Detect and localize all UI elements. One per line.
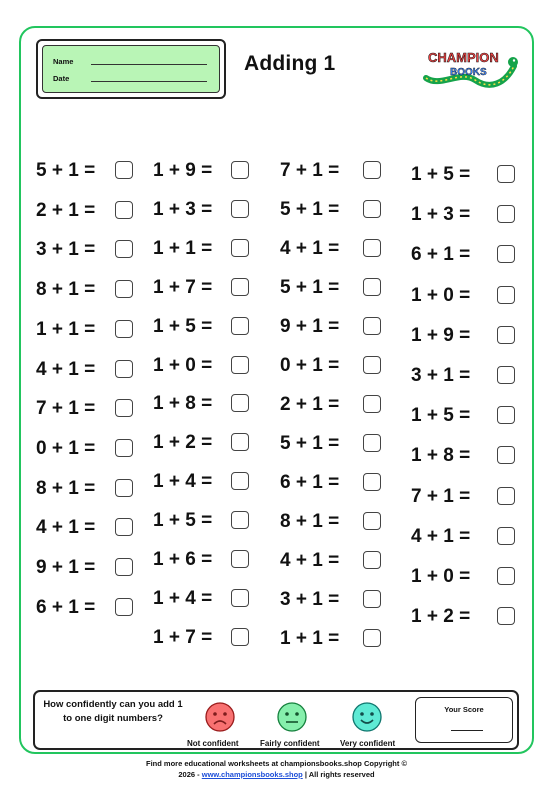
answer-box[interactable] bbox=[363, 200, 381, 218]
credit-line-2: 2026 - www.championsbooks.shop | All rights reserved bbox=[178, 770, 375, 779]
answer-box[interactable] bbox=[363, 512, 381, 530]
answer-box[interactable] bbox=[497, 326, 515, 344]
problem-text: 6 + 1 = bbox=[36, 596, 96, 618]
answer-box[interactable] bbox=[115, 360, 133, 378]
answer-box[interactable] bbox=[497, 366, 515, 384]
answer-box[interactable] bbox=[231, 394, 249, 412]
answer-box[interactable] bbox=[363, 473, 381, 491]
name-date-box bbox=[36, 39, 226, 99]
problem-text: 4 + 1 = bbox=[411, 525, 471, 547]
problem-text: 1 + 0 = bbox=[411, 566, 471, 587]
problem-text: 9 + 1 = bbox=[36, 557, 96, 578]
answer-box[interactable] bbox=[115, 439, 133, 457]
name-label: Name bbox=[53, 57, 74, 66]
problem-text: 1 + 9 = bbox=[411, 324, 471, 346]
problem-text: 9 + 1 = bbox=[280, 316, 340, 337]
name-line[interactable] bbox=[91, 64, 207, 65]
answer-box[interactable] bbox=[115, 399, 133, 417]
answer-box[interactable] bbox=[231, 511, 249, 529]
answer-box[interactable] bbox=[363, 551, 381, 569]
problem-text: 1 + 7 = bbox=[153, 626, 213, 648]
answer-box[interactable] bbox=[497, 286, 515, 304]
problem-text: 1 + 0 = bbox=[411, 284, 471, 306]
problem-text: 1 + 1 = bbox=[153, 237, 213, 259]
problem-text: 6 + 1 = bbox=[411, 244, 471, 266]
problem-text: 1 + 8 = bbox=[153, 393, 213, 415]
answer-box[interactable] bbox=[497, 527, 515, 545]
credit-line-1: Find more educational worksheets at championsbooks.shop Copyright © bbox=[146, 759, 407, 768]
worksheet-border bbox=[19, 26, 534, 754]
problem-text: 1 + 2 = bbox=[411, 606, 471, 628]
very-confident-label: Very confident bbox=[340, 739, 396, 748]
answer-box[interactable] bbox=[231, 239, 249, 257]
answer-box[interactable] bbox=[115, 201, 133, 219]
problem-text: 1 + 0 = bbox=[153, 354, 213, 376]
problem-text: 1 + 3 = bbox=[153, 198, 213, 220]
problem-text: 7 + 1 = bbox=[36, 398, 96, 420]
problem-text: 1 + 9 = bbox=[153, 160, 213, 181]
problem-text: 1 + 2 = bbox=[153, 432, 213, 454]
answer-box[interactable] bbox=[497, 406, 515, 424]
answer-box[interactable] bbox=[363, 629, 381, 647]
problem-text: 1 + 5 = bbox=[411, 405, 471, 427]
problem-text: 3 + 1 = bbox=[411, 365, 471, 386]
answer-box[interactable] bbox=[363, 590, 381, 608]
score-box[interactable] bbox=[415, 697, 513, 743]
answer-box[interactable] bbox=[363, 434, 381, 452]
answer-box[interactable] bbox=[115, 558, 133, 576]
champion-books-logo bbox=[420, 44, 520, 92]
problem-text: 8 + 1 = bbox=[36, 279, 96, 301]
website-link[interactable]: www.championsbooks.shop bbox=[201, 770, 303, 779]
neutral-face-icon[interactable] bbox=[277, 702, 307, 732]
problem-text: 5 + 1 = bbox=[280, 277, 340, 298]
problem-text: 1 + 5 = bbox=[153, 315, 213, 337]
problem-text: 4 + 1 = bbox=[36, 358, 96, 380]
date-line[interactable] bbox=[91, 81, 207, 82]
problem-text: 5 + 1 = bbox=[280, 433, 340, 454]
answer-box[interactable] bbox=[231, 317, 249, 335]
answer-box[interactable] bbox=[115, 320, 133, 338]
svg-text:CHAMPION: CHAMPION bbox=[428, 50, 499, 65]
answer-box[interactable] bbox=[115, 280, 133, 298]
problem-text: 2 + 1 = bbox=[36, 199, 96, 221]
problem-text: 3 + 1 = bbox=[36, 239, 96, 261]
answer-box[interactable] bbox=[115, 518, 133, 536]
problem-text: 0 + 1 = bbox=[280, 355, 340, 376]
answer-box[interactable] bbox=[497, 446, 515, 464]
answer-box[interactable] bbox=[497, 567, 515, 585]
problem-text: 7 + 1 = bbox=[411, 485, 471, 507]
problem-text: 1 + 8 = bbox=[411, 445, 471, 467]
problem-text: 1 + 1 = bbox=[36, 318, 96, 340]
confidence-question: How confidently can you add 1 to one digit numbers? bbox=[43, 699, 183, 724]
score-label: Your Score bbox=[444, 705, 484, 714]
problem-text: 1 + 4 = bbox=[153, 471, 213, 493]
answer-box[interactable] bbox=[363, 317, 381, 335]
problem-text: 4 + 1 = bbox=[280, 550, 340, 571]
answer-box[interactable] bbox=[497, 487, 515, 505]
problem-text: 6 + 1 = bbox=[280, 472, 340, 493]
problem-text: 1 + 1 = bbox=[280, 628, 340, 649]
answer-box[interactable] bbox=[231, 356, 249, 374]
answer-box[interactable] bbox=[115, 598, 133, 616]
not-confident-label: Not confident bbox=[187, 739, 239, 748]
problem-text: 8 + 1 = bbox=[36, 477, 96, 499]
problem-text: 1 + 4 = bbox=[153, 587, 213, 609]
problem-text: 1 + 5 = bbox=[411, 164, 471, 185]
problem-text: 3 + 1 = bbox=[280, 589, 340, 610]
answer-box[interactable] bbox=[231, 200, 249, 218]
page-title: Adding 1 bbox=[244, 52, 336, 75]
confidence-panel bbox=[33, 690, 519, 750]
problem-text: 5 + 1 = bbox=[280, 199, 340, 220]
score-line bbox=[451, 730, 483, 731]
problem-text: 1 + 5 = bbox=[153, 510, 213, 532]
answer-box[interactable] bbox=[231, 278, 249, 296]
problem-text: 2 + 1 = bbox=[280, 394, 340, 415]
date-label: Date bbox=[53, 74, 70, 83]
svg-text:BOOKS: BOOKS bbox=[450, 67, 487, 78]
problem-text: 4 + 1 = bbox=[36, 517, 96, 539]
problem-text: 1 + 7 = bbox=[153, 276, 213, 298]
answer-box[interactable] bbox=[363, 278, 381, 296]
answer-box[interactable] bbox=[363, 161, 381, 179]
answer-box[interactable] bbox=[231, 550, 249, 568]
answer-box[interactable] bbox=[363, 395, 381, 413]
answer-box[interactable] bbox=[115, 161, 133, 179]
answer-box[interactable] bbox=[231, 161, 249, 179]
answer-box[interactable] bbox=[497, 245, 515, 263]
answer-box[interactable] bbox=[231, 433, 249, 451]
answer-box[interactable] bbox=[497, 607, 515, 625]
sad-face-icon[interactable] bbox=[205, 702, 235, 732]
problem-text: 7 + 1 = bbox=[280, 160, 340, 181]
problem-text: 1 + 3 = bbox=[411, 204, 471, 226]
answer-box[interactable] bbox=[231, 589, 249, 607]
answer-box[interactable] bbox=[497, 165, 515, 183]
answer-box[interactable] bbox=[363, 239, 381, 257]
answer-box[interactable] bbox=[115, 479, 133, 497]
answer-box[interactable] bbox=[497, 205, 515, 223]
problem-text: 0 + 1 = bbox=[36, 437, 96, 459]
fairly-confident-label: Fairly confident bbox=[260, 739, 320, 748]
answer-box[interactable] bbox=[231, 472, 249, 490]
problem-text: 8 + 1 = bbox=[280, 511, 340, 532]
problem-text: 4 + 1 = bbox=[280, 238, 340, 259]
answer-box[interactable] bbox=[363, 356, 381, 374]
answer-box[interactable] bbox=[231, 628, 249, 646]
happy-face-icon[interactable] bbox=[352, 702, 382, 732]
answer-box[interactable] bbox=[115, 240, 133, 258]
problem-text: 5 + 1 = bbox=[36, 160, 96, 181]
problem-text: 1 + 6 = bbox=[153, 549, 213, 570]
